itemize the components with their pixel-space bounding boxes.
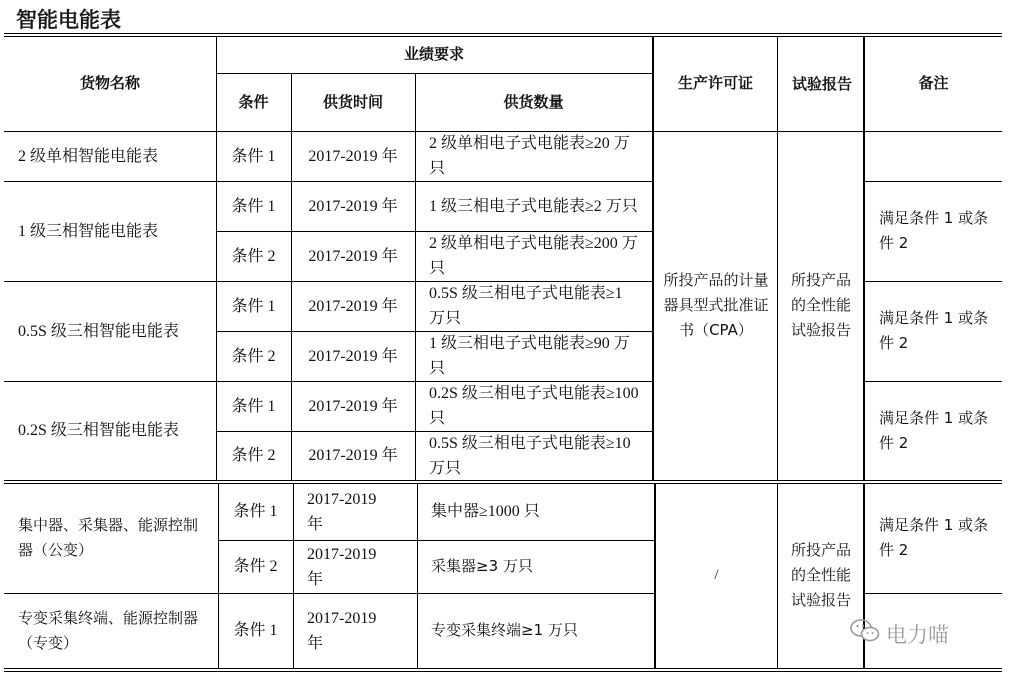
page-title: 智能电能表 [16,8,121,32]
supply-qty-cell: 1 级三相电子式电能表≥2 万只 [429,197,638,215]
header-goods-name: 货物名称 [79,74,140,92]
supply-time-cell: 2017-2019 年 [308,347,398,365]
test-report-cell: 所投产品的全性能试验报告 [791,541,852,609]
header-supply-time: 供货时间 [322,92,383,111]
condition-cell: 条件 1 [233,503,278,520]
supply-qty-cell: 采集器≥3 万只 [431,557,533,575]
supply-qty-cell: 2 级单相电子式电能表≥20 万只 [429,135,630,177]
wechat-icon [850,618,880,649]
remark-cell: 满足条件 1 或条件 2 [879,408,989,452]
supply-time-cell: 2017-2019 年 [308,447,398,464]
condition-cell: 条件 2 [233,558,278,575]
remark-cell: 满足条件 1 或条件 2 [879,309,989,352]
supply-time-cell: 2017-2019 年 [307,490,377,533]
condition-cell: 条件 1 [233,622,278,639]
condition-cell: 条件 1 [231,147,276,165]
header-performance: 业绩要求 [403,45,464,63]
goods-name-cell: 0.2S 级三相智能电能表 [18,422,179,439]
supply-time-cell: 2017-2019 年 [308,197,398,215]
condition-cell: 条件 2 [231,347,276,365]
watermark-text: 电力喵 [886,622,949,647]
supply-qty-cell: 2 级单相电子式电能表≥200 万只 [429,235,638,277]
goods-name-cell: 1 级三相智能电能表 [18,222,159,240]
supply-time-cell: 2017-2019 年 [307,545,377,588]
goods-name-cell: 专变采集终端、能源控制器（专变） [18,608,199,652]
supply-time-cell: 2017-2019 年 [307,609,377,652]
header-remark: 备注 [918,74,949,92]
supply-qty-cell: 0.5S 级三相电子式电能表≥10 万只 [429,434,631,477]
condition-cell: 条件 1 [231,297,276,315]
condition-cell: 条件 1 [231,197,276,215]
header-license: 生产许可证 [677,74,753,92]
header-test-report: 试验报告 [792,74,853,93]
rule-row-9-remark [864,593,1002,594]
rule-top-1 [4,33,1002,34]
supply-time-cell: 2017-2019 年 [308,247,398,265]
header-condition: 条件 [238,92,269,111]
supply-qty-cell: 集中器≥1000 只 [431,503,540,520]
supply-time-cell: 2017-2019 年 [308,397,398,415]
goods-name-cell: 集中器、采集器、能源控制器（公变） [18,516,199,559]
vline-license [777,36,778,480]
test-report-cell: 所投产品的全性能试验报告 [791,271,852,339]
condition-cell: 条件 2 [231,247,276,265]
supply-qty-cell: 0.5S 级三相电子式电能表≥1 万只 [429,285,623,327]
supply-time-cell: 2017-2019 年 [308,297,398,315]
supply-time-cell: 2017-2019 年 [308,147,398,165]
vline-license-lower [777,483,778,668]
condition-cell: 条件 1 [231,397,276,415]
remark-cell: 满足条件 1 或条件 2 [879,209,989,252]
goods-name-cell: 0.5S 级三相智能电能表 [18,322,179,340]
condition-cell: 条件 2 [231,447,276,464]
supply-qty-cell: 专变采集终端≥1 万只 [431,621,578,639]
license-cell: / [714,567,719,583]
supply-qty-cell: 1 级三相电子式电能表≥90 万只 [429,335,630,377]
license-cell: 所投产品的计量器具型式批准证书（CPA） [663,271,769,339]
supply-qty-cell: 0.2S 级三相电子式电能表≥100 只 [429,385,639,427]
remark-cell: 满足条件 1 或条件 2 [879,516,989,559]
rule-bottom-2 [4,671,1002,672]
header-supply-qty: 供货数量 [503,92,564,111]
goods-name-cell: 2 级单相智能电能表 [18,147,159,165]
watermark [850,618,949,649]
rule-bottom [4,668,1002,669]
